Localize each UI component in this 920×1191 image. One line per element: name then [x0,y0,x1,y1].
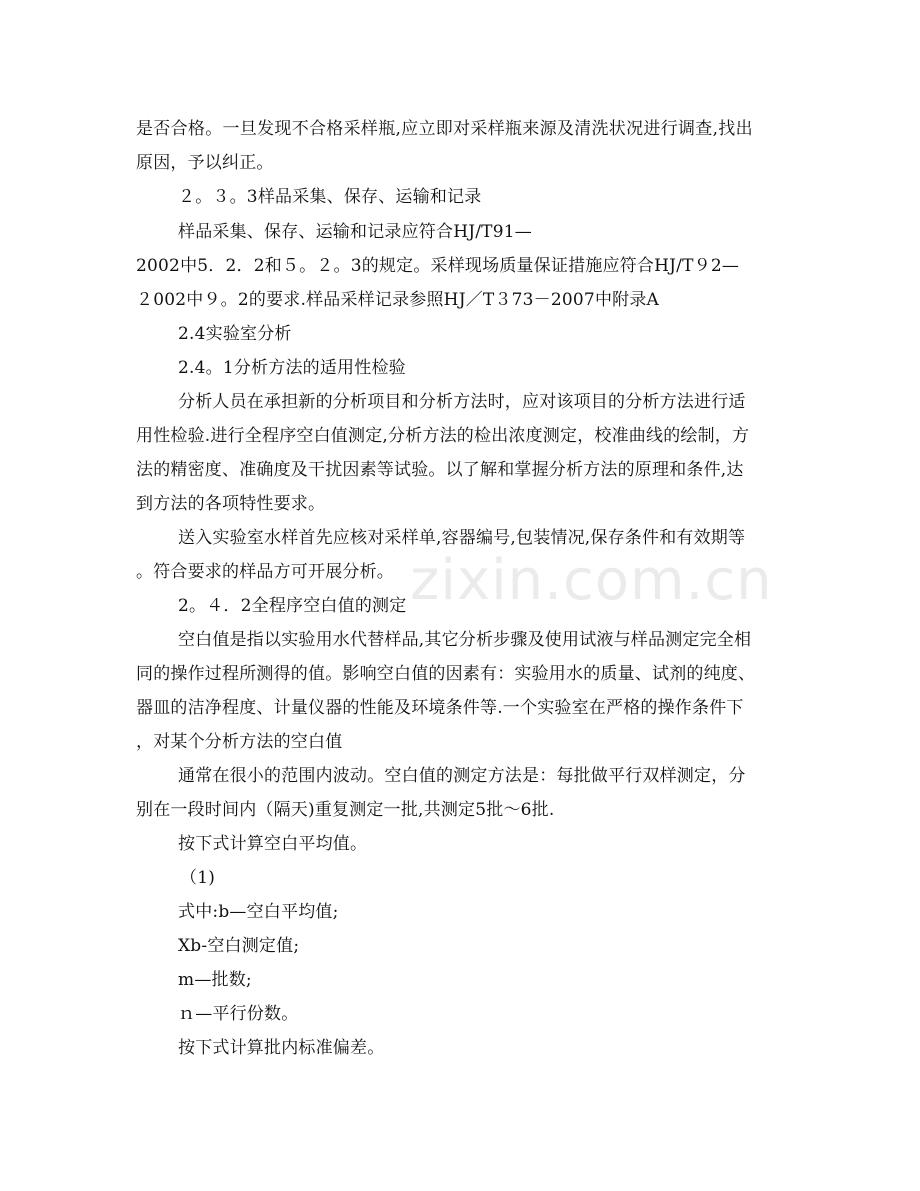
text-line: 式中:b—空白平均值; [178,902,339,922]
text-line: 用性检验.进行全程序空白值测定,分析方法的检出浓度测定，校准曲线的绘制，方 [136,426,750,446]
text-line: 到方法的各项特性要求。 [136,494,326,514]
text-line: 是否合格。一旦发现不合格采样瓶,应立即对采样瓶来源及清洗状况进行调查,找出 [136,119,753,139]
text-line: ｎ—平行份数。 [178,1004,299,1024]
text-line: 通常在很小的范围内波动。空白值的测定方法是：每批做平行双样测定，分 [178,766,746,786]
text-line: 法的精密度、准确度及干扰因素等试验。以了解和掌握分析方法的原理和条件,达 [136,460,744,480]
text-line: 送入实验室水样首先应核对采样单,容器编号,包装情况,保存条件和有效期等 [178,528,746,548]
text-line: 按下式计算批内标准偏差。 [178,1038,385,1058]
equation-number: （1) [180,868,216,888]
text-line: 2002中5．2．2和５。２。3的规定。采样现场质量保证措施应符合HJ/T９2— [136,256,740,276]
text-line: 别在一段时间内（隔天)重复测定一批,共测定5批～6批. [136,800,555,820]
text-line: ２002中９。2的要求.样品采样记录参照HJ／T３73－2007中附录A [136,290,660,310]
text-line: m—批数; [178,970,252,990]
text-line: 原因，予以纠正。 [136,153,274,173]
text-line: 器皿的洁净程度、计量仪器的性能及环境条件等.一个实验室在严格的操作条件下 [136,698,744,718]
text-line: 按下式计算空白平均值。 [178,834,368,854]
text-line: 同的操作过程所测得的值。影响空白值的因素有：实验用水的质量、试剂的纯度、 [136,664,756,684]
section-heading: 2。４．2全程序空白值的测定 [178,596,407,616]
text-line: 。符合要求的样品方可开展分析。 [136,562,394,582]
section-heading: ２。３。3样品采集、保存、运输和记录 [178,187,482,207]
text-line: 分析人员在承担新的分析项目和分析方法时，应对该项目的分析方法进行适 [178,392,746,412]
text-line: 空白值是指以实验用水代替样品,其它分析步骤及使用试液与样品测定完全相 [178,630,752,650]
text-line: ，对某个分析方法的空白值 [136,732,343,752]
section-heading: 2.4实验室分析 [178,324,292,344]
watermark: zixin.com.cn [410,548,773,613]
section-heading: 2.4。1分析方法的适用性检验 [178,358,406,378]
text-line: Xb-空白测定值; [178,936,300,956]
text-line: 样品采集、保存、运输和记录应符合HJ/T91— [178,222,532,242]
